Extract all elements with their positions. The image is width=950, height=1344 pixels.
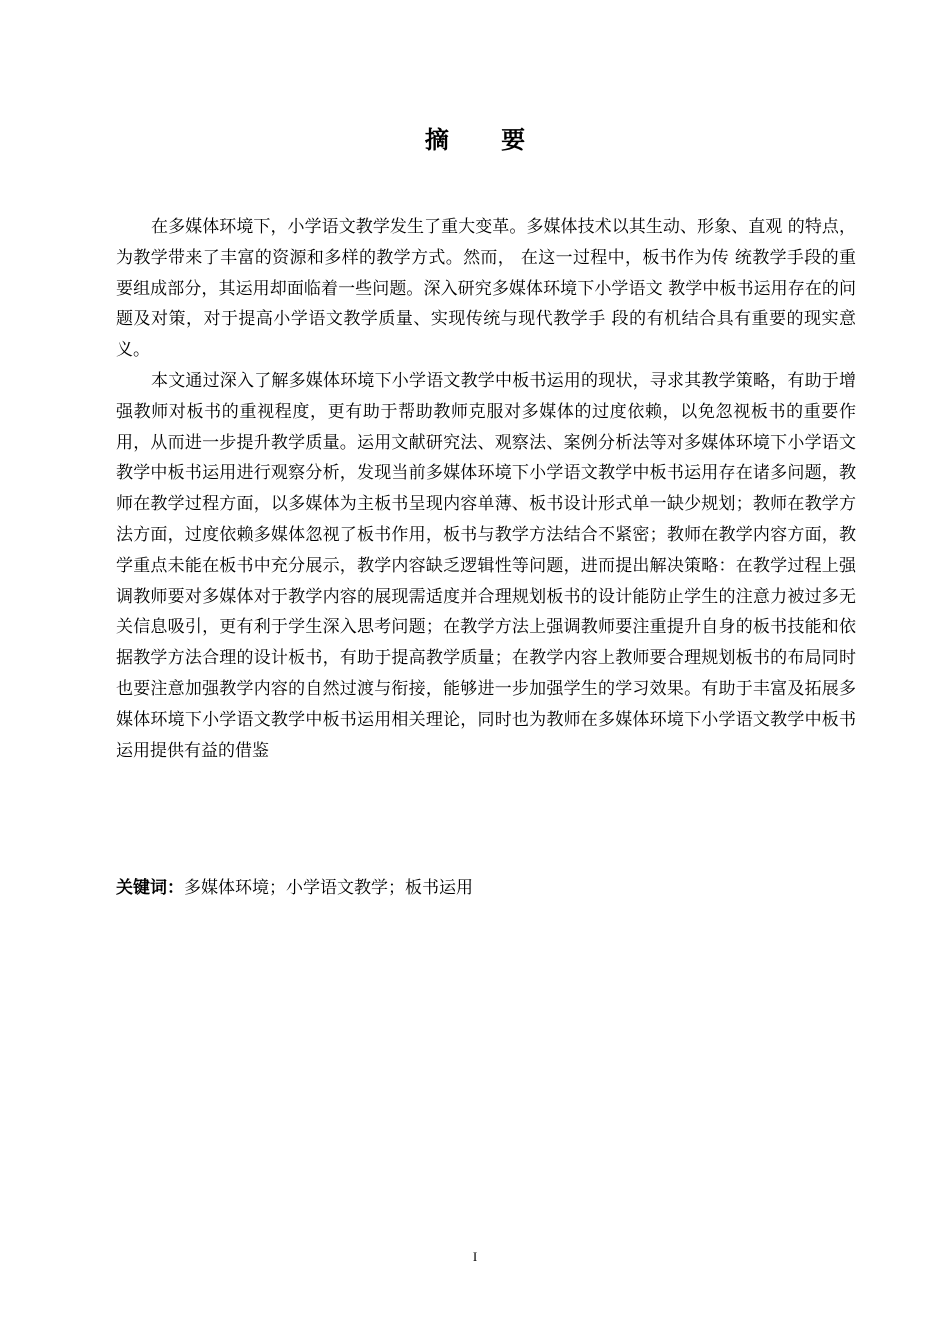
abstract-paragraph-1: 在多媒体环境下，小学语文教学发生了重大变革。多媒体技术以其生动、形象、直观 的特点，为教学带来了丰富的资源和多样的教学方式。然而， 在这一过程中，板书作为传 统教学手段的重要组成部分，其运用却面临着一些问题。深入研究多媒体环境下小学语文 教学中板书运用存在的问题及对策，对于提高小学语文教学质量、实现传统与现代教学手 段的有机结合具有重要的现实意义。 [116, 217, 856, 361]
abstract-body [116, 212, 856, 766]
keywords-line [116, 873, 856, 903]
keywords-value: 多媒体环境；小学语文教学；板书运用 [184, 878, 473, 898]
keywords-label: 关键词： [116, 878, 184, 898]
page-number: I [472, 1249, 478, 1264]
abstract-title: 摘 要 [424, 126, 548, 154]
abstract-paragraph-2: 本文通过深入了解多媒体环境下小学语文教学中板书运用的现状，寻求其教学策略，有助于增强教师对板书的重视程度，更有助于帮助教师克服对多媒体的过度依赖，以免忽视板书的重要作用，从而进一步提升教学质量。运用文献研究法、观察法、案例分析法等对多媒体环境下小学语文教学中板书运用进行观察分析，发现当前多媒体环境下小学语文教学中板书运用存在诸多问题，教师在教学过程方面，以多媒体为主板书呈现内容单薄、板书设计形式单一缺少规划；教师在教学方法方面，过度依赖多媒体忽视了板书作用，板书与教学方法结合不紧密；教师在教学内容方面，教学重点未能在板书中充分展示，教学内容缺乏逻辑性等问题，进而提出解决策略：在教学过程上强调教师要对多媒体对于教学内容的展现需适度并合理规划板书的设计能防止学生的注意力被过多无关信息吸引，更有利于学生深入思考问题；在教学方法上强调教师要注重提升自身的板书技能和依据教学方法合理的设计板书，有助于提高教学质量；在教学内容上教师要合理规划板书的布局同时也要注意加强教学内容的自然过渡与衔接，能够进一步加强学生的学习效果。有助于丰富及拓展多媒体环境下小学语文教学中板书运用相关理论，同时也为教师在多媒体环境下小学语文教学中板书运用提供有益的借鉴 [116, 370, 856, 761]
